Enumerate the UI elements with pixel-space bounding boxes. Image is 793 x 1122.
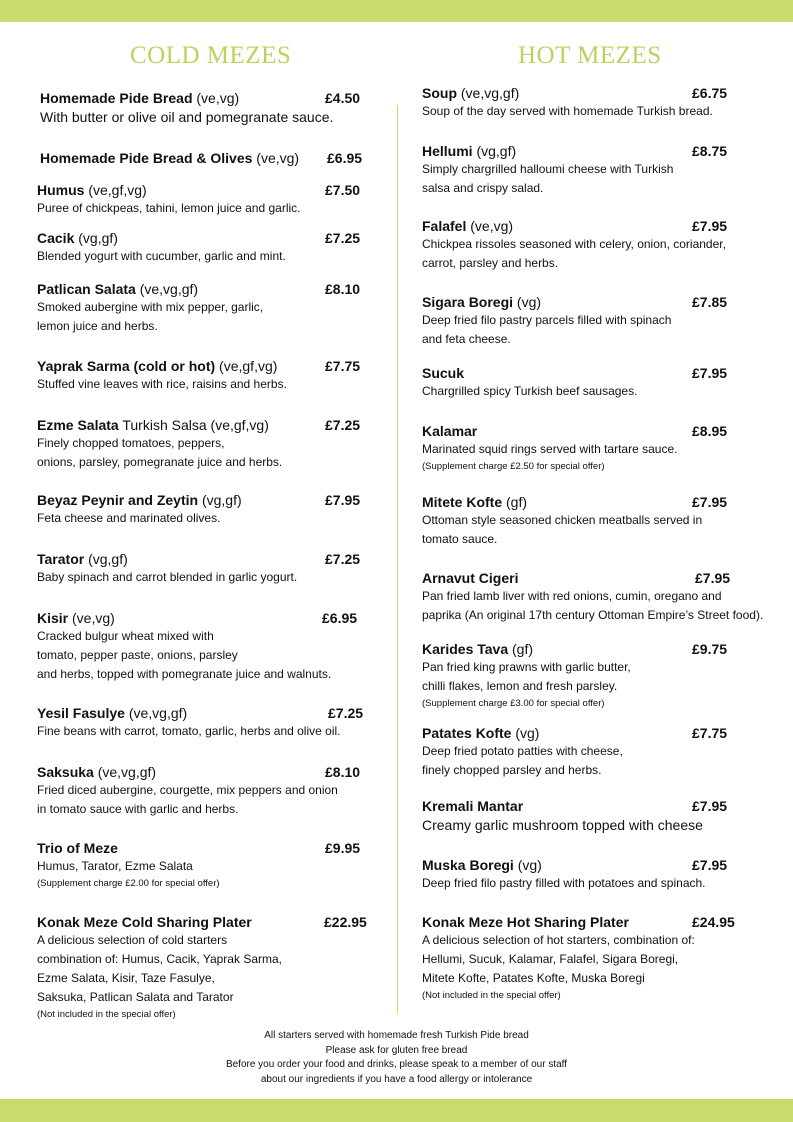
item-title: Homemade Pide Bread — [40, 90, 193, 106]
item-title: Konak Meze Hot Sharing Plater — [422, 914, 629, 930]
item-title: Karides Tava — [422, 641, 509, 657]
menu-item — [37, 182, 382, 218]
item-dietary-tags: (ve,vg) — [192, 90, 240, 106]
item-description: Pan fried lamb liver with red onions, cumin, oregano and paprika (An original 17th century Ottoman Empire’s Street food). — [422, 589, 764, 622]
item-dietary-tags: (ve,vg,gf) — [135, 281, 199, 297]
item-price: £7.50 — [325, 182, 361, 198]
menu-item — [40, 90, 385, 127]
item-price: £7.85 — [692, 294, 728, 310]
item-dietary-tags: (vg,gf) — [74, 230, 118, 246]
item-dietary-tags: (vg) — [513, 294, 542, 310]
item-title: Kremali Mantar — [422, 798, 524, 814]
item-title: Kisir — [37, 610, 69, 626]
item-description: With butter or olive oil and pomegranate sauce. — [40, 109, 334, 125]
column-divider — [397, 105, 398, 1013]
menu-item — [422, 143, 767, 198]
item-dietary-tags: (ve,vg,gf) — [457, 85, 520, 101]
item-title: Tarator — [37, 551, 85, 567]
menu-item — [37, 417, 382, 472]
menu-item — [37, 914, 382, 1022]
menu-item — [422, 494, 767, 549]
item-price: £22.95 — [324, 914, 367, 930]
item-price: £4.50 — [325, 90, 361, 106]
item-price: £9.95 — [325, 840, 361, 856]
menu-item — [422, 294, 767, 349]
item-price: £7.75 — [325, 358, 361, 374]
item-title: Patlican Salata — [37, 281, 136, 297]
footer-line: about our ingredients if you have a food allergy or intolerance — [260, 1073, 533, 1085]
item-price: £7.95 — [695, 570, 731, 586]
item-title: Hellumi — [422, 143, 473, 159]
item-description: Smoked aubergine with mix pepper, garlic, lemon juice and herbs. — [37, 300, 264, 333]
item-description: Finely chopped tomatoes, peppers, onions, parsley, pomegranate juice and herbs. — [37, 436, 283, 469]
item-note: (Not included in the special offer) — [37, 1009, 176, 1020]
item-price: £8.10 — [325, 764, 361, 780]
item-description: Deep fried filo pastry parcels filled with spinach and feta cheese. — [422, 313, 672, 346]
top-color-band — [0, 0, 793, 22]
item-dietary-tags: (ve,vg,gf) — [93, 764, 157, 780]
item-dietary-tags: (vg) — [513, 857, 542, 873]
item-description: Chargrilled spicy Turkish beef sausages. — [422, 384, 638, 398]
item-title: Konak Meze Cold Sharing Plater — [37, 914, 252, 930]
item-description: Chickpea rissoles seasoned with celery, onion, coriander, carrot, parsley and herbs. — [422, 237, 726, 270]
item-dietary-tags: (ve,gf,vg) — [84, 182, 147, 198]
item-price: £7.25 — [325, 551, 361, 567]
menu-item — [37, 551, 382, 587]
item-title: Homemade Pide Bread & Olives — [40, 150, 253, 166]
menu-item — [37, 610, 382, 684]
item-description: Stuffed vine leaves with rice, raisins and herbs. — [37, 377, 287, 391]
item-note: (Supplement charge £2.00 for special offer) — [37, 878, 220, 889]
menu-item — [37, 764, 382, 819]
item-description: Ottoman style seasoned chicken meatballs served in tomato sauce. — [422, 513, 703, 546]
item-price: £8.10 — [325, 281, 361, 297]
item-description: Blended yogurt with cucumber, garlic and mint. — [37, 249, 286, 263]
item-note: (Not included in the special offer) — [422, 990, 561, 1001]
item-title: Humus — [37, 182, 85, 198]
menu-item — [37, 281, 382, 336]
item-title: Muska Boregi — [422, 857, 514, 873]
menu-item — [37, 358, 382, 394]
footer-line: All starters served with homemade fresh Turkish Pide bread — [264, 1030, 529, 1041]
item-title: Trio of Meze — [37, 840, 118, 856]
item-title: Mitete Kofte — [422, 494, 503, 510]
item-title: Falafel — [422, 218, 467, 234]
item-price: £6.75 — [692, 85, 728, 101]
item-title: Ezme Salata — [37, 417, 119, 433]
item-description: Pan fried king prawns with garlic butter, chilli flakes, lemon and fresh parsley. — [422, 660, 631, 693]
menu-item — [37, 492, 382, 528]
item-description: Humus, Tarator, Ezme Salata — [37, 859, 193, 873]
cold-mezes-heading: COLD MEZES — [130, 42, 292, 69]
item-price: £7.95 — [692, 218, 728, 234]
item-title: Patates Kofte — [422, 725, 512, 741]
item-price: £6.95 — [327, 150, 363, 166]
item-title: Yesil Fasulye — [37, 705, 125, 721]
item-dietary-tags: (gf) — [502, 494, 528, 510]
footer-line: Please ask for gluten free bread — [325, 1044, 468, 1056]
item-title: Beyaz Peynir and Zeytin — [37, 492, 199, 508]
item-description: Cracked bulgur wheat mixed with tomato, pepper paste, onions, parsley and herbs, topped with pomegranate juice and walnuts. — [37, 629, 332, 681]
item-price: £7.25 — [325, 417, 361, 433]
item-price: £7.25 — [325, 230, 361, 246]
item-price: £24.95 — [692, 914, 735, 930]
item-price: £8.95 — [692, 423, 728, 439]
item-title: Yaprak Sarma (cold or hot) — [37, 358, 216, 374]
item-dietary-tags: Turkish Salsa (ve,gf,vg) — [118, 417, 269, 433]
item-title: Sucuk — [422, 365, 465, 381]
item-description: Puree of chickpeas, tahini, lemon juice and garlic. — [37, 201, 301, 215]
item-dietary-tags: (vg,gf) — [84, 551, 128, 567]
item-dietary-tags: (ve,vg,gf) — [124, 705, 188, 721]
menu-item — [37, 230, 382, 266]
item-description: Deep fried potato patties with cheese, finely chopped parsley and herbs. — [422, 744, 623, 777]
item-price: £7.95 — [692, 857, 728, 873]
item-price: £8.75 — [692, 143, 728, 159]
menu-item — [422, 725, 767, 780]
item-price: £7.95 — [692, 798, 728, 814]
menu-item — [422, 85, 767, 121]
item-price: £7.75 — [692, 725, 728, 741]
item-title: Cacik — [37, 230, 75, 246]
menu-item — [40, 150, 385, 167]
item-note: (Supplement charge £3.00 for special offer) — [422, 698, 605, 709]
item-price: £7.95 — [325, 492, 361, 508]
menu-item — [422, 798, 767, 835]
item-dietary-tags: (ve,gf,vg) — [215, 358, 278, 374]
item-price: £7.95 — [692, 494, 728, 510]
item-dietary-tags: (vg) — [511, 725, 540, 741]
item-dietary-tags: (ve,vg) — [68, 610, 115, 626]
item-description: Feta cheese and marinated olives. — [37, 511, 221, 525]
menu-item — [422, 423, 767, 474]
menu-footer — [0, 1029, 793, 1087]
item-description: Fried diced aubergine, courgette, mix peppers and onion in tomato sauce with garlic and herbs. — [37, 783, 338, 816]
menu-item — [422, 857, 767, 893]
menu-item — [37, 705, 382, 741]
item-title: Saksuka — [37, 764, 94, 780]
item-title: Kalamar — [422, 423, 478, 439]
item-description: Marinated squid rings served with tartare sauce. — [422, 442, 678, 456]
item-description: Fine beans with carrot, tomato, garlic, herbs and olive oil. — [37, 724, 341, 738]
item-description: Simply chargrilled halloumi cheese with Turkish salsa and crispy salad. — [422, 162, 674, 195]
footer-line: Before you order your food and drinks, please speak to a member of our staff — [225, 1059, 568, 1070]
item-price: £9.75 — [692, 641, 728, 657]
item-dietary-tags: (ve,vg) — [252, 150, 300, 166]
item-title: Sigara Boregi — [422, 294, 514, 310]
item-title: Arnavut Cigeri — [422, 570, 519, 586]
item-price: £6.95 — [322, 610, 358, 626]
item-description: Creamy garlic mushroom topped with cheese — [422, 817, 703, 833]
item-note: (Supplement charge £2.50 for special offer) — [422, 461, 605, 472]
item-price: £7.25 — [328, 705, 364, 721]
item-description: Baby spinach and carrot blended in garlic yogurt. — [37, 570, 298, 584]
menu-item — [422, 641, 767, 711]
bottom-color-band — [0, 1099, 793, 1122]
menu-item — [37, 840, 382, 891]
item-description: Deep fried filo pastry filled with potatoes and spinach. — [422, 876, 706, 890]
item-dietary-tags: (ve,vg) — [466, 218, 514, 234]
item-title: Soup — [422, 85, 457, 101]
item-description: Soup of the day served with homemade Turkish bread. — [422, 104, 713, 118]
item-description: A delicious selection of cold starters combination of: Humus, Cacik, Yaprak Sarma, Ezme Salata, Kisir, Taze Fasulye, Saksuka, Patlican Salata and Tarator — [37, 933, 282, 1004]
item-description: A delicious selection of hot starters, combination of: Hellumi, Sucuk, Kalamar, Falafel, Sigara Boregi, Mitete Kofte, Patates Kofte, Muska Boregi — [422, 933, 695, 985]
menu-item — [422, 365, 767, 401]
item-dietary-tags: (gf) — [508, 641, 534, 657]
item-dietary-tags: (vg,gf) — [198, 492, 242, 508]
menu-item — [422, 914, 767, 1003]
item-dietary-tags: (vg,gf) — [472, 143, 517, 159]
hot-mezes-heading: HOT MEZES — [518, 42, 662, 69]
menu-item — [422, 570, 767, 625]
menu-item — [422, 218, 767, 273]
item-price: £7.95 — [692, 365, 728, 381]
